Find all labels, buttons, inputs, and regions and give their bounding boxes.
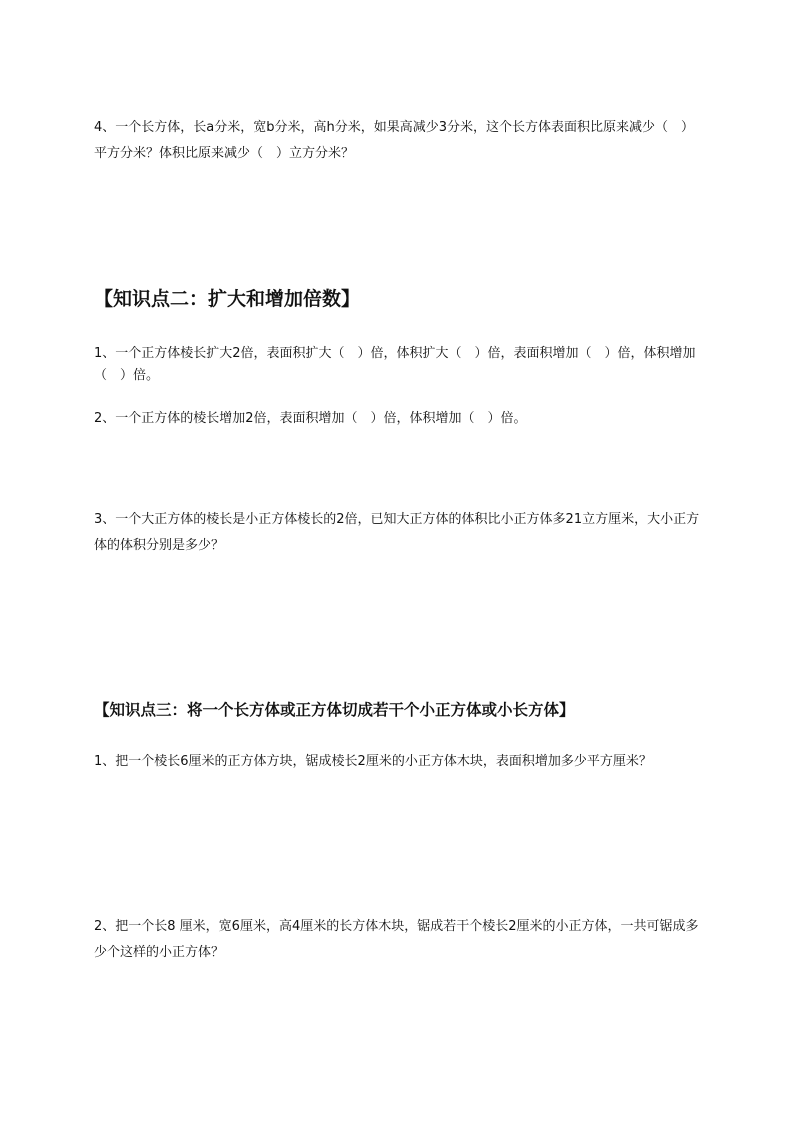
section-heading-point-2: 【知识点二：扩大和增加倍数】 [94,288,361,310]
point2-question-1: 1、一个正方体棱长扩大2倍，表面积扩大（ ）倍，体积扩大（ ）倍，表面积增加（ ）倍，体积增加（ ）倍。 [94,346,696,383]
question-4-text: 4、一个长方体，长a分米，宽b分米，高h分米，如果高减少3分米，这个长方体表面积比原来减少（ ）平方分米？体积比原来减少（ ）立方分米？ [94,120,695,161]
point2-question-2: 2、一个正方体的棱长增加2倍，表面积增加（ ）倍，体积增加（ ）倍。 [94,411,527,426]
point3-question-1: 1、把一个棱长6厘米的正方体方块，锯成棱长2厘米的小正方体木块，表面积增加多少平方厘米？ [94,754,652,769]
point3-question-2: 2、把一个长8 厘米，宽6厘米，高4厘米的长方体木块，锯成若干个棱长2厘米的小正方体，一共可锯成多少个这样的小正方体？ [94,919,699,960]
point2-question-3: 3、一个大正方体的棱长是小正方体棱长的2倍，已知大正方体的体积比小正方体多21立方厘米，大小正方体的体积分别是多少？ [94,512,700,553]
section-heading-point-3: 【知识点三：将一个长方体或正方体切成若干个小正方体或小长方体】 [94,700,575,719]
